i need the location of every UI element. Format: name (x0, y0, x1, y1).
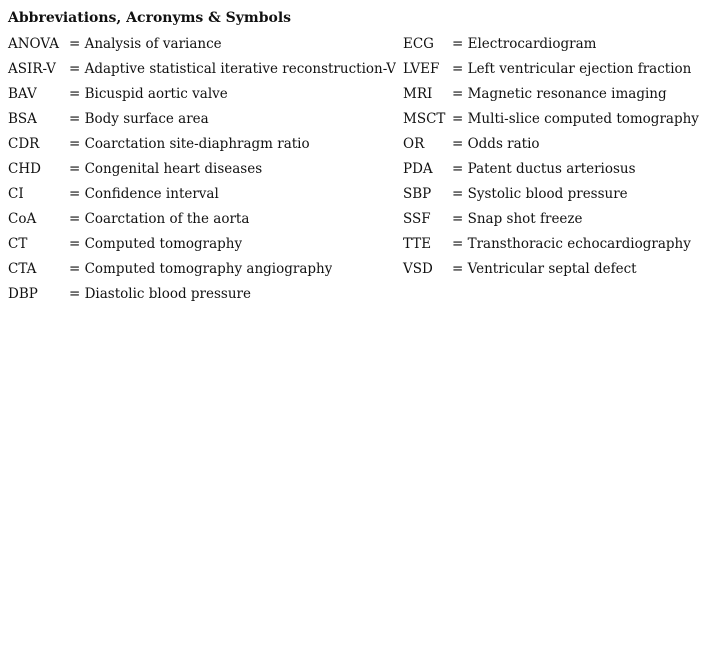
abbreviation-entry (403, 232, 698, 257)
abbreviation-definition: = Electrocardiogram (452, 36, 597, 52)
abbreviation-term: MSCT (403, 111, 446, 127)
abbreviation-definition: = Coarctation site-diaphragm ratio (69, 136, 310, 152)
abbreviation-term: OR (403, 136, 425, 152)
abbreviation-term: MRI (403, 86, 433, 102)
abbreviation-entry (8, 157, 400, 182)
abbreviation-entry (8, 107, 400, 132)
abbreviation-entry (403, 57, 698, 82)
abbreviation-definition: = Patent ductus arteriosus (452, 161, 636, 177)
abbreviation-entry (8, 182, 400, 207)
abbreviation-term: CT (8, 236, 28, 252)
abbreviation-definition: = Computed tomography angiography (69, 261, 333, 277)
abbreviation-entry (403, 132, 698, 157)
abbreviation-entry (403, 157, 698, 182)
abbreviation-term: LVEF (403, 61, 440, 77)
abbreviation-entry (8, 57, 400, 82)
abbreviation-definition: = Congenital heart diseases (69, 161, 263, 177)
abbreviation-columns (8, 32, 698, 332)
abbreviation-definition: = Left ventricular ejection fraction (452, 61, 692, 77)
abbreviation-definition: = Analysis of variance (69, 36, 222, 52)
abbreviation-entry (8, 82, 400, 107)
abbreviation-entry (8, 282, 400, 307)
abbreviation-definition: = Computed tomography (69, 236, 243, 252)
abbreviation-definition: = Coarctation of the aorta (69, 211, 250, 227)
abbreviation-definition: = Ventricular septal defect (452, 261, 637, 277)
abbreviation-term: SSF (403, 211, 431, 227)
abbreviation-column-left (8, 32, 400, 307)
abbreviation-entry (8, 132, 400, 157)
abbreviation-term: BSA (8, 111, 37, 127)
abbreviation-entry (403, 107, 698, 132)
abbreviation-definition: = Confidence interval (69, 186, 219, 202)
abbreviation-term: BAV (8, 86, 37, 102)
abbreviation-term: CoA (8, 211, 37, 227)
abbreviation-definition: = Magnetic resonance imaging (452, 86, 667, 102)
abbreviation-definition: = Systolic blood pressure (452, 186, 628, 202)
abbreviation-term: TTE (403, 236, 432, 252)
abbreviation-term: ASIR-V (8, 61, 56, 77)
abbreviation-term: ANOVA (8, 36, 59, 52)
abbreviation-term: CTA (8, 261, 37, 277)
abbreviation-definition: = Snap shot freeze (452, 211, 583, 227)
abbreviation-definition: = Transthoracic echocardiography (452, 236, 691, 252)
section-heading: Abbreviations, Acronyms & Symbols (8, 10, 292, 26)
abbreviation-entry (8, 257, 400, 282)
abbreviation-term: DBP (8, 286, 38, 302)
abbreviation-entry (403, 257, 698, 282)
abbreviation-definition: = Diastolic blood pressure (69, 286, 251, 302)
abbreviation-term: SBP (403, 186, 432, 202)
abbreviation-entry (8, 232, 400, 257)
abbreviation-term: CI (8, 186, 24, 202)
abbreviation-definition: = Odds ratio (452, 136, 540, 152)
abbreviation-term: VSD (403, 261, 433, 277)
abbreviations-section (8, 8, 698, 332)
abbreviation-definition: = Multi-slice computed tomography (452, 111, 699, 127)
abbreviation-entry (403, 207, 698, 232)
abbreviation-term: CDR (8, 136, 40, 152)
abbreviation-entry (8, 32, 400, 57)
abbreviation-term: ECG (403, 36, 434, 52)
abbreviation-term: PDA (403, 161, 433, 177)
abbreviation-entry (8, 207, 400, 232)
abbreviation-entry (403, 182, 698, 207)
abbreviation-entry (403, 32, 698, 57)
abbreviation-definition: = Body surface area (69, 111, 209, 127)
abbreviation-definition: = Adaptive statistical iterative reconstruction-V (69, 61, 397, 77)
abbreviation-definition: = Bicuspid aortic valve (69, 86, 228, 102)
abbreviation-entry (403, 82, 698, 107)
abbreviation-column-right (403, 32, 698, 282)
abbreviation-term: CHD (8, 161, 41, 177)
